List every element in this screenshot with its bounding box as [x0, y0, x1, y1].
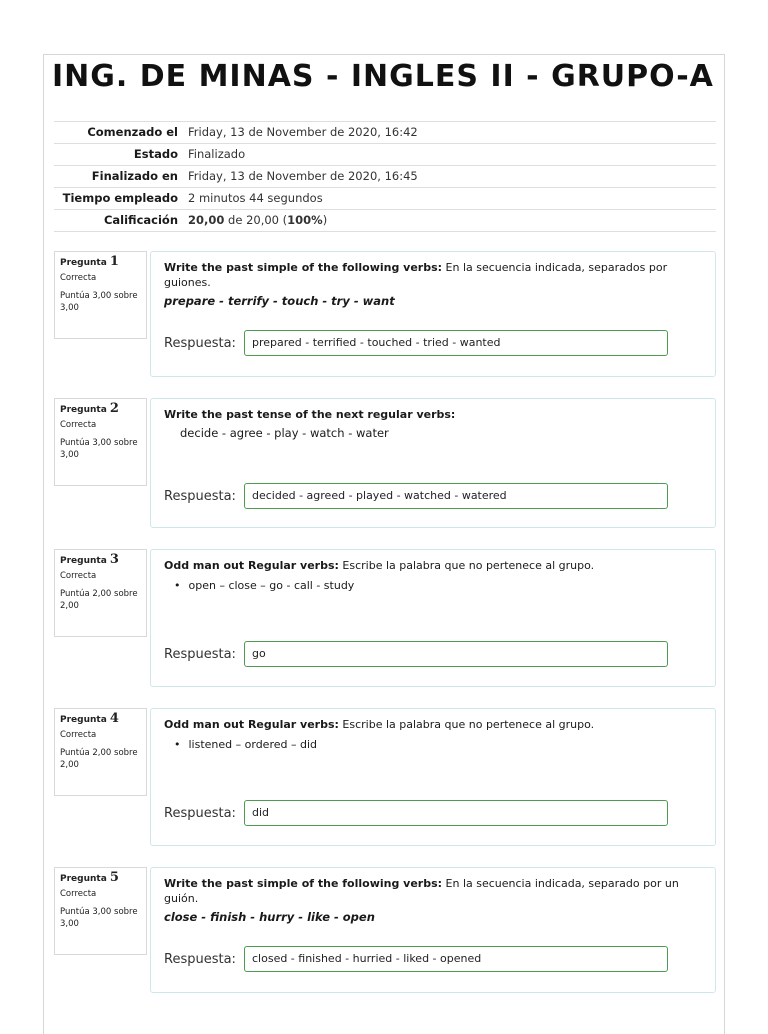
- summary-row-finished: [54, 166, 716, 188]
- answer-label: Respuesta:: [164, 335, 236, 351]
- verb-list: prepare - terrify - touch - try - want: [164, 294, 395, 308]
- summary-value: Friday, 13 de November de 2020, 16:45: [184, 166, 716, 188]
- question-text: Odd man out Regular verbs: Escribe la palabra que no pertenece al grupo.: [164, 559, 595, 572]
- page-title: ING. DE MINAS - INGLES II - GRUPO-A: [52, 59, 714, 94]
- option-list-item: • open – close – go - call - study: [174, 579, 702, 592]
- question-state: Correcta: [60, 730, 97, 740]
- answer-label: Respuesta:: [164, 951, 236, 967]
- question-info: [54, 398, 147, 486]
- grade-out-of: de 20,00 (: [224, 213, 288, 227]
- question-state: Correcta: [60, 571, 97, 581]
- question-text: Write the past simple of the following verbs: En la secuencia indicada, separados por guiones.: [164, 261, 668, 289]
- question-number: Pregunta 3: [60, 552, 119, 567]
- question-text: Odd man out Regular verbs: Escribe la palabra que no pertenece al grupo.: [164, 718, 595, 731]
- summary-value: Friday, 13 de November de 2020, 16:42: [184, 122, 716, 144]
- question-content: [150, 398, 716, 528]
- quiz-review-page: [43, 54, 725, 1034]
- summary-value: Finalizado: [184, 144, 716, 166]
- answer-input[interactable]: did: [244, 800, 668, 826]
- answer-input[interactable]: go: [244, 641, 668, 667]
- question-number: Pregunta 4: [60, 711, 119, 726]
- verb-list: close - finish - hurry - like - open: [164, 910, 375, 924]
- grade-percent: 100%: [287, 213, 323, 227]
- question-score: Puntúa 2,00 sobre 2,00: [60, 748, 138, 770]
- answer-row: [164, 330, 668, 356]
- answer-input[interactable]: decided - agreed - played - watched - watered: [244, 483, 668, 509]
- answer-label: Respuesta:: [164, 488, 236, 504]
- summary-label: Calificación: [54, 210, 184, 232]
- answer-label: Respuesta:: [164, 805, 236, 821]
- question-text: Write the past tense of the next regular verbs:: [164, 408, 456, 421]
- question-number: Pregunta 5: [60, 870, 119, 885]
- question-content: [150, 251, 716, 377]
- question-state: Correcta: [60, 889, 97, 899]
- summary-label: Tiempo empleado: [54, 188, 184, 210]
- attempt-summary-table: [54, 121, 716, 232]
- question-state: Correcta: [60, 273, 97, 283]
- question-state: Correcta: [60, 420, 97, 430]
- question-content: [150, 867, 716, 993]
- question-score: Puntúa 2,00 sobre 2,00: [60, 589, 138, 611]
- question-info: [54, 708, 147, 796]
- grade-score: 20,00: [188, 213, 225, 227]
- option-list-item: • listened – ordered – did: [174, 738, 702, 751]
- answer-input[interactable]: closed - finished - hurried - liked - opened: [244, 946, 668, 972]
- summary-label: Finalizado en: [54, 166, 184, 188]
- summary-row-grade: [54, 210, 716, 232]
- question-content: [150, 708, 716, 846]
- answer-label: Respuesta:: [164, 646, 236, 662]
- question-text: Write the past simple of the following verbs: En la secuencia indicada, separado por un guión.: [164, 877, 679, 905]
- answer-input[interactable]: prepared - terrified - touched - tried - wanted: [244, 330, 668, 356]
- summary-value: [184, 210, 716, 232]
- question-content: [150, 549, 716, 687]
- question-score: Puntúa 3,00 sobre 3,00: [60, 438, 138, 460]
- question-score: Puntúa 3,00 sobre 3,00: [60, 907, 138, 929]
- question-info: [54, 549, 147, 637]
- summary-label: Comenzado el: [54, 122, 184, 144]
- question-score: Puntúa 3,00 sobre 3,00: [60, 291, 138, 313]
- verb-list: decide - agree - play - watch - water: [180, 426, 389, 440]
- summary-row-state: [54, 144, 716, 166]
- answer-row: [164, 641, 668, 667]
- answer-row: [164, 946, 668, 972]
- summary-row-started: [54, 122, 716, 144]
- question-number: Pregunta 1: [60, 254, 119, 269]
- grade-close: ): [322, 213, 328, 227]
- summary-value: 2 minutos 44 segundos: [184, 188, 716, 210]
- question-info: [54, 251, 147, 339]
- question-number: Pregunta 2: [60, 401, 119, 416]
- answer-row: [164, 483, 668, 509]
- question-info: [54, 867, 147, 955]
- summary-label: Estado: [54, 144, 184, 166]
- summary-row-time-taken: [54, 188, 716, 210]
- answer-row: [164, 800, 668, 826]
